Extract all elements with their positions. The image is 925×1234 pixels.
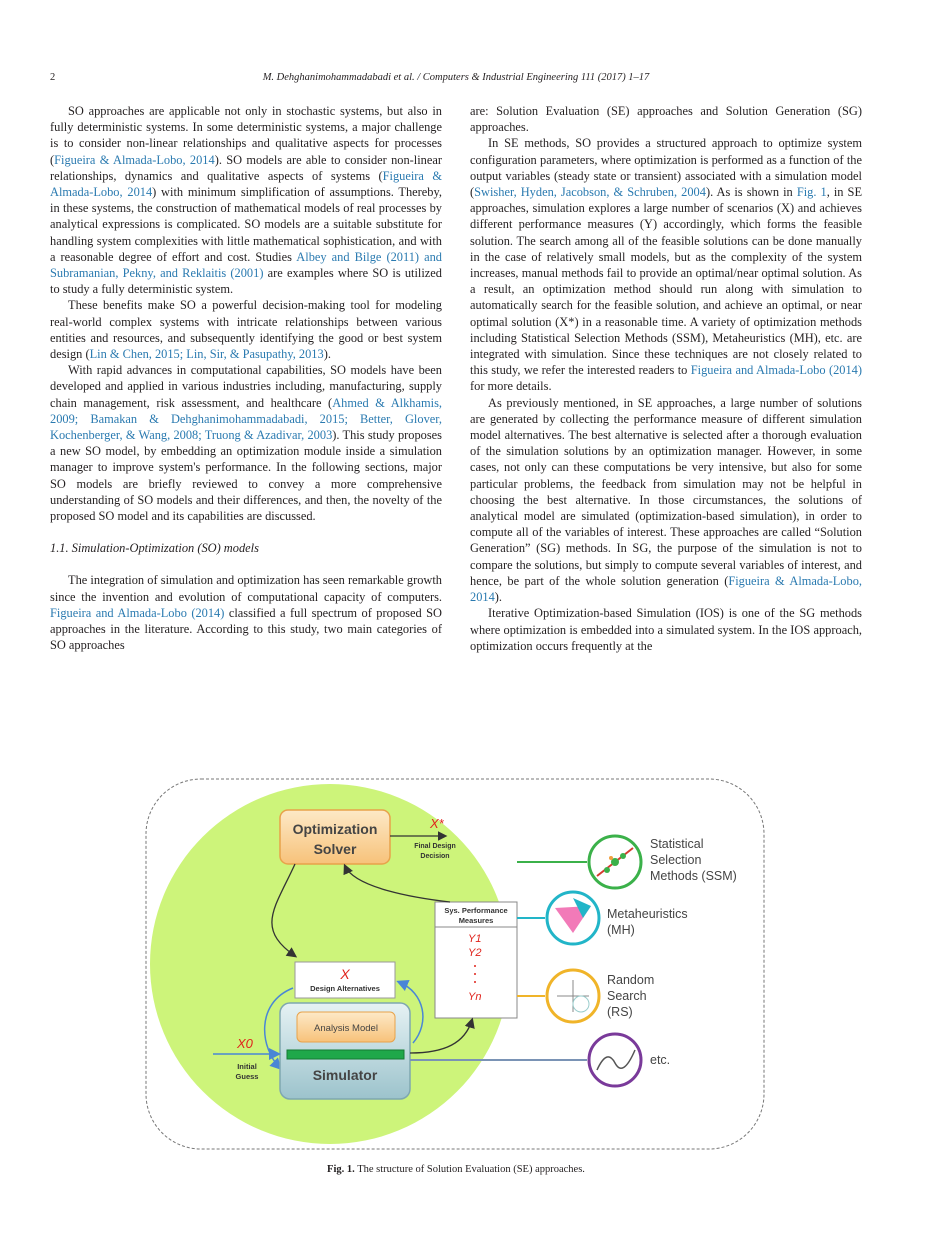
paragraph (470, 135, 862, 394)
paragraph-text: for more details. (470, 379, 552, 394)
citation-link[interactable]: Lin & Chen, 2015; Lin, Sir, & Pasupathy, 2013 (89, 347, 324, 362)
section-heading: 1.1. Simulation-Optimization (SO) models (50, 541, 259, 556)
paragraph-text: These benefits make SO a powerful decision-making tool for modeling real-world complex systems with intricate relationships between various entities and resources, and subsequently identifying the good or best system design ( (50, 298, 442, 362)
rs-label-1: Random (607, 973, 655, 987)
initial-label-2: Guess (235, 1072, 259, 1081)
x-label: X (340, 966, 350, 982)
simulator-bar (287, 1050, 404, 1059)
ssm-label-2: Selection (650, 853, 702, 867)
citation-link[interactable]: Figueira and Almada-Lobo (2014) (690, 363, 862, 378)
paragraph-text: ). As is shown in (705, 185, 797, 200)
ellipsis-dot (474, 965, 476, 967)
citation-link[interactable]: Figueira & Almada-Lobo, 2014 (50, 168, 442, 200)
caption-label: Fig. 1. (327, 1164, 355, 1175)
rs-icon (547, 970, 599, 1022)
paragraph-text: With rapid advances in computational capabilities, SO models have been developed and applied in various industries including, manufacturing, supply chain management, risk assessment, and healthcare ( (50, 363, 442, 410)
paragraph (50, 572, 442, 653)
paragraph (470, 103, 862, 135)
paragraph (50, 362, 442, 524)
left-column (50, 103, 442, 654)
final-design-label-2: Decision (420, 853, 450, 860)
etc-icon (589, 1034, 641, 1086)
page-header (50, 72, 862, 88)
citation-link[interactable]: Figueira and Almada-Lobo (2014) (50, 605, 225, 620)
citation-link[interactable]: Figueira & Almada-Lobo, 2014 (470, 573, 862, 605)
ssm-label-3: Methods (SSM) (650, 869, 737, 883)
solver-label-1: Optimization (292, 821, 378, 837)
citation-link[interactable]: Fig. 1 (796, 185, 827, 200)
design-alternatives-label: Design Alternatives (310, 984, 380, 993)
paragraph (470, 605, 862, 654)
ssm-label-1: Statistical (650, 837, 704, 851)
initial-label-1: Initial (237, 1062, 257, 1071)
etc-label: etc. (650, 1053, 671, 1067)
solver-label-2: Solver (313, 841, 357, 857)
rs-label-3: (RS) (607, 1005, 633, 1019)
page-number: 2 (50, 72, 56, 83)
running-head: M. Dehghanimohammadabadi et al. / Computers & Industrial Engineering 111 (2017) 1–17 (262, 72, 650, 83)
final-design-label-1: Final Design (414, 843, 456, 850)
paragraph-text: SO approaches are applicable not only in stochastic systems, but also in fully deterministic systems. In some deterministic systems, a major challenge is to consider non-linear relationships and qualitative aspects for processes ( (50, 104, 442, 167)
paragraph-text: ). (494, 590, 503, 605)
paragraph (50, 297, 442, 362)
paragraph-text: The integration of simulation and optimization has seen remarkable growth since the invention and evolution of computational capacity of computers. (50, 573, 442, 604)
se-diagram (145, 778, 765, 1150)
paragraph-text: classified a full spectrum of proposed SO approaches in the literature. According to this study, two main categories of SO approaches (50, 605, 442, 653)
ellipsis-dot (474, 973, 476, 975)
paragraph (470, 395, 862, 606)
paragraph-text: Iterative Optimization-based Simulation (IOS) is one of the SG methods where optimization is embedded into a simulated system. In the IOS approach, optimization occurs frequently at the (470, 606, 862, 653)
x0-label: X0 (237, 1036, 253, 1051)
figure-1 (145, 778, 765, 1150)
paragraph (50, 103, 442, 297)
ssm-icon (589, 836, 641, 888)
rs-label-2: Search (607, 989, 647, 1003)
x-star-label: X* (430, 816, 444, 831)
analysis-model-label: Analysis Model (314, 1023, 378, 1034)
paragraph-text: are examples where SO is utilized to study a fully deterministic system. (50, 266, 442, 297)
paragraph-text: ). This study proposes a new SO model, by embedding an optimization module inside a simulation manager to improve system's performance. In the following sections, major SO models are briefly reviewed to convey a more comprehensive understanding of SO models and their differences, and then, the novelty of the proposed SO model and its capabilities are discussed. (50, 428, 442, 524)
yn-label: Yn (468, 991, 482, 1003)
paragraph-text: , in SE approaches, simulation explores a large number of scenarios (X) and achieves different performance measures (Y) accordingly, which forms the feasible solution. The search among all of the feasible solutions can be done manually in the case of relatively small models, but as the complexity of the system increases, manual methods fail to provide an optimal/near optimal solution. As a result, an optimization method should run along with simulation to automatically search for the feasible solution, and achieve an optimal, or near optimal solution (X*) in a reasonable time. A variety of optimization methods including Statistical Selection Methods (SSM), Metaheuristics (MH), etc. are integrated with simulation. Since these techniques are not closely related to this study, we refer the interested readers to (470, 185, 863, 378)
paragraph-text: are: Solution Evaluation (SE) approaches and Solution Generation (SG) approaches. (470, 104, 862, 135)
caption-text: The structure of Solution Evaluation (SE) approaches. (354, 1164, 585, 1175)
paragraph-text: ). SO models are able to consider non-linear relationships, dynamics and qualitative aspects of systems ( (50, 152, 443, 183)
citation-link[interactable]: Swisher, Hyden, Jacobson, & Schruben, 2004 (474, 185, 706, 200)
citation-link[interactable]: Figueira & Almada-Lobo, 2014 (54, 152, 215, 167)
paragraph-text: In SE methods, SO provides a structured approach to optimize system configuration parameters, where optimization is performed as a function of the output variables (steady state or transient) associated with a simulation model ( (470, 136, 862, 200)
mh-label-2: (MH) (607, 923, 635, 937)
paragraph-text: As previously mentioned, in SE approaches, a large number of solutions are generated by collecting the performance measure of different simulation model alternatives. The best alternative is selected after a thorough evaluation of the simulation solutions by an optimization manager. However, in some cases, not only can these computations be very intensive, but also for some particular problems, the feedback from simulation may not be helpful in choosing the best alternative. In those circumstances, the solutions of analytical model are simulated (optimization-based simulation), in order to compute all of the variables of interest. These approaches are called “Solution Generation” (SG) methods. In SG, the purpose of the simulation is not to compare the solutions, but simply to compute several variables of interest, and hence, be part of the whole solution generation ( (470, 395, 862, 588)
ellipsis-dot (474, 981, 476, 983)
figure-caption (50, 1164, 862, 1175)
simulator-label: Simulator (312, 1067, 378, 1083)
paragraph-text: ). (323, 347, 331, 362)
mh-label-1: Metaheuristics (607, 907, 688, 921)
sys-perf-label-1: Sys. Performance (444, 906, 508, 915)
y1-label: Y1 (468, 933, 482, 945)
citation-link[interactable]: Albey and Bilge (2011) and Subramanian, Pekny, and Reklaitis (2001) (50, 249, 442, 281)
mh-icon (547, 892, 599, 944)
paragraph-text: ) with minimum simplification of assumptions. Thereby, in these systems, the construction of mathematical models of real processes by analytical expressions is complicated. SO models are a suitable substitute for handling system complexities with little mathematical sophistication, and with a reasonable degree of effort and cost. Studies (50, 185, 442, 264)
citation-link[interactable]: Ahmed & Alkhamis, 2009; Bamakan & Dehghanimohammadabadi, 2015; Better, Glover, Kochenberger, & Wang, 2008; Truong & Azadivar, 2003 (50, 395, 442, 443)
y2-label: Y2 (468, 947, 482, 959)
right-column (470, 103, 862, 654)
sys-perf-label-2: Measures (458, 916, 494, 925)
